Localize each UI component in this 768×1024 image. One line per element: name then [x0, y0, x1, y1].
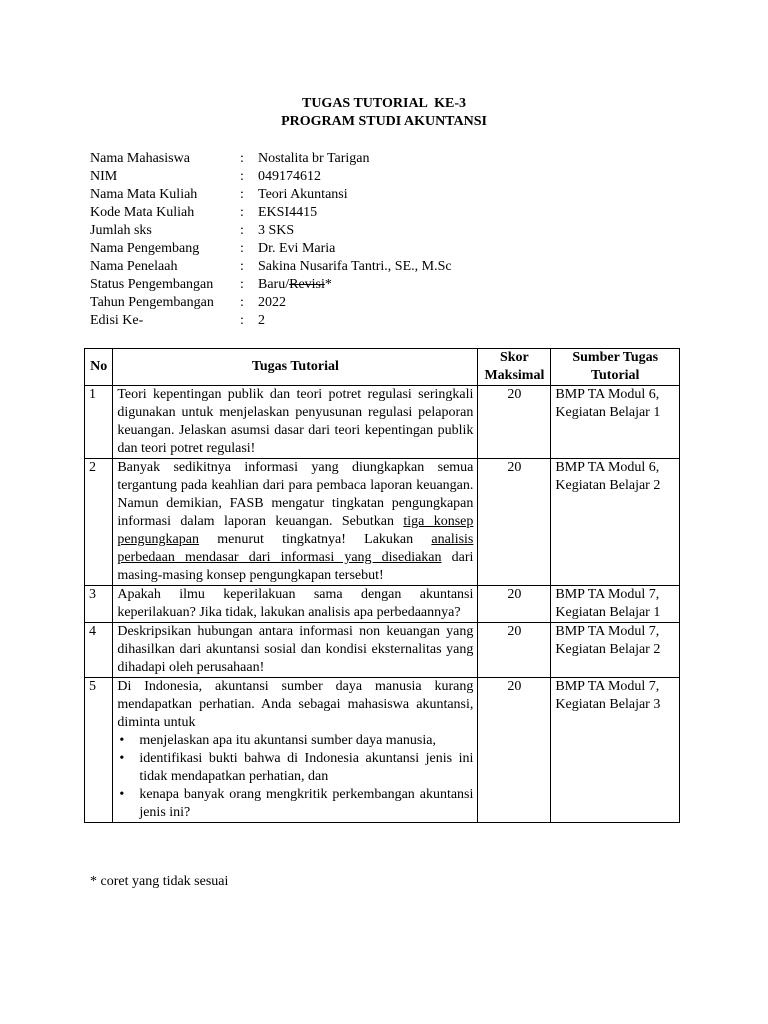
row-skor: 20 [478, 586, 551, 623]
info-row-status [90, 276, 452, 294]
status-revisi-struck: Revisi [289, 277, 325, 292]
row-task [113, 678, 478, 823]
row-no: 1 [85, 386, 113, 459]
info-row-jumlah-sks [90, 222, 452, 240]
row-skor: 20 [478, 623, 551, 678]
task-intro: Di Indonesia, akuntansi sumber daya manusia kurang mendapatkan perhatian. Anda sebagai mahasiswa akuntansi, diminta untuk [117, 679, 474, 730]
info-value: 3 SKS [258, 223, 295, 238]
info-value: Nostalita br Tarigan [258, 151, 370, 166]
page-title [0, 95, 768, 131]
info-colon: : [240, 259, 244, 274]
info-label: Jumlah sks [90, 223, 152, 238]
info-value: Teori Akuntansi [258, 187, 348, 202]
row-no: 5 [85, 678, 113, 823]
row-source: BMP TA Modul 6, Kegiatan Belajar 1 [551, 386, 680, 459]
bullet-item: • identifikasi bukti bahwa di Indonesia akuntansi jenis ini tidak mendapatkan perhatian, dan [139, 750, 473, 786]
row-skor: 20 [478, 459, 551, 586]
table-row [85, 678, 680, 823]
title-line-2: PROGRAM STUDI AKUNTANSI [281, 114, 487, 129]
row-no: 4 [85, 623, 113, 678]
bullet-item: • menjelaskan apa itu akuntansi sumber daya manusia, [139, 732, 473, 750]
row-task: Deskripsikan hubungan antara informasi non keuangan yang dihasilkan dari akuntansi sosial dan kondisi eksternalitas yang dihadapi oleh perusahaan! [113, 623, 478, 678]
info-label: Nama Penelaah [90, 259, 178, 274]
row-task: Teori kepentingan publik dan teori potret regulasi seringkali digunakan untuk menjelaskan penyusunan regulasi pelaporan keuangan. Jelaskan asumsi dasar dari teori kepentingan publik dan teori potret regulasi! [113, 386, 478, 459]
info-label: Nama Pengembang [90, 241, 200, 256]
info-value: 2022 [258, 295, 286, 310]
info-label: NIM [90, 169, 118, 184]
tutorial-task-table [84, 348, 680, 823]
row-task [113, 459, 478, 586]
header-skor: Skor Maksimal [478, 349, 551, 386]
task-text: dari masing-masing konsep pengungkapan tersebut! [117, 550, 474, 583]
row-no: 3 [85, 586, 113, 623]
header-source: Sumber Tugas Tutorial [551, 349, 680, 386]
task-text: menurut tingkatnya! Lakukan [198, 532, 432, 547]
info-colon: : [240, 241, 244, 256]
info-value: 049174612 [258, 169, 321, 184]
info-colon: : [240, 313, 244, 328]
info-row-pengembang [90, 240, 452, 258]
status-asterisk: * [324, 277, 332, 292]
info-colon: : [240, 187, 244, 202]
info-row-penelaah [90, 258, 452, 276]
info-value: Sakina Nusarifa Tantri., SE., M.Sc [258, 259, 452, 274]
title-line-1: TUGAS TUTORIAL KE-3 [301, 96, 467, 111]
info-row-edisi [90, 312, 452, 330]
info-colon: : [240, 295, 244, 310]
student-info [90, 150, 452, 330]
row-source: BMP TA Modul 7, Kegiatan Belajar 1 [551, 586, 680, 623]
table-row [85, 623, 680, 678]
row-source: BMP TA Modul 7, Kegiatan Belajar 3 [551, 678, 680, 823]
task-underlined-text: analisis perbedaan mendasar dari informasi yang disediakan [117, 532, 474, 565]
info-colon: : [240, 223, 244, 238]
info-label: Edisi Ke- [90, 313, 144, 328]
info-colon: : [240, 205, 244, 220]
info-colon: : [240, 169, 244, 184]
info-row-nama-mahasiswa [90, 150, 452, 168]
info-row-tahun [90, 294, 452, 312]
info-colon: : [240, 151, 244, 166]
info-label: Tahun Pengembangan [90, 295, 214, 310]
info-value [258, 276, 332, 294]
table-row [85, 586, 680, 623]
info-row-nim [90, 168, 452, 186]
info-label: Kode Mata Kuliah [90, 205, 195, 220]
task-underlined-text: tiga konsep pengungkapan [117, 514, 474, 547]
table-row [85, 386, 680, 459]
header-no: No [85, 349, 113, 386]
info-row-mata-kuliah [90, 186, 452, 204]
footnote: * coret yang tidak sesuai [90, 874, 229, 889]
header-task: Tugas Tutorial [113, 349, 478, 386]
bullet-item: • kenapa banyak orang mengkritik perkembangan akuntansi jenis ini? [139, 786, 473, 822]
info-colon: : [240, 277, 244, 292]
info-value: Dr. Evi Maria [258, 241, 336, 256]
row-skor: 20 [478, 386, 551, 459]
task-text: Banyak sedikitnya informasi yang diungkapkan semua tergantung pada keahlian dari para pembaca laporan keuangan. Namun demikian, FASB mengatur tingkatan pengungkapan informasi dalam laporan keuangan. Sebutkan [117, 460, 474, 529]
row-task: Apakah ilmu keperilakuan sama dengan akuntansi keperilakuan? Jika tidak, lakukan analisis apa perbedaannya? [113, 586, 478, 623]
row-source: BMP TA Modul 6, Kegiatan Belajar 2 [551, 459, 680, 586]
info-label: Nama Mahasiswa [90, 151, 190, 166]
info-value: 2 [258, 313, 265, 328]
table-row [85, 459, 680, 586]
row-no: 2 [85, 459, 113, 586]
row-source: BMP TA Modul 7, Kegiatan Belajar 2 [551, 623, 680, 678]
task-bullet-list [117, 732, 473, 822]
table-header-row [85, 349, 680, 386]
info-row-kode-mata-kuliah [90, 204, 452, 222]
info-label: Nama Mata Kuliah [90, 187, 198, 202]
info-value: EKSI4415 [258, 205, 318, 220]
row-skor: 20 [478, 678, 551, 823]
status-baru: Baru/ [258, 277, 290, 292]
info-label: Status Pengembangan [90, 277, 214, 292]
